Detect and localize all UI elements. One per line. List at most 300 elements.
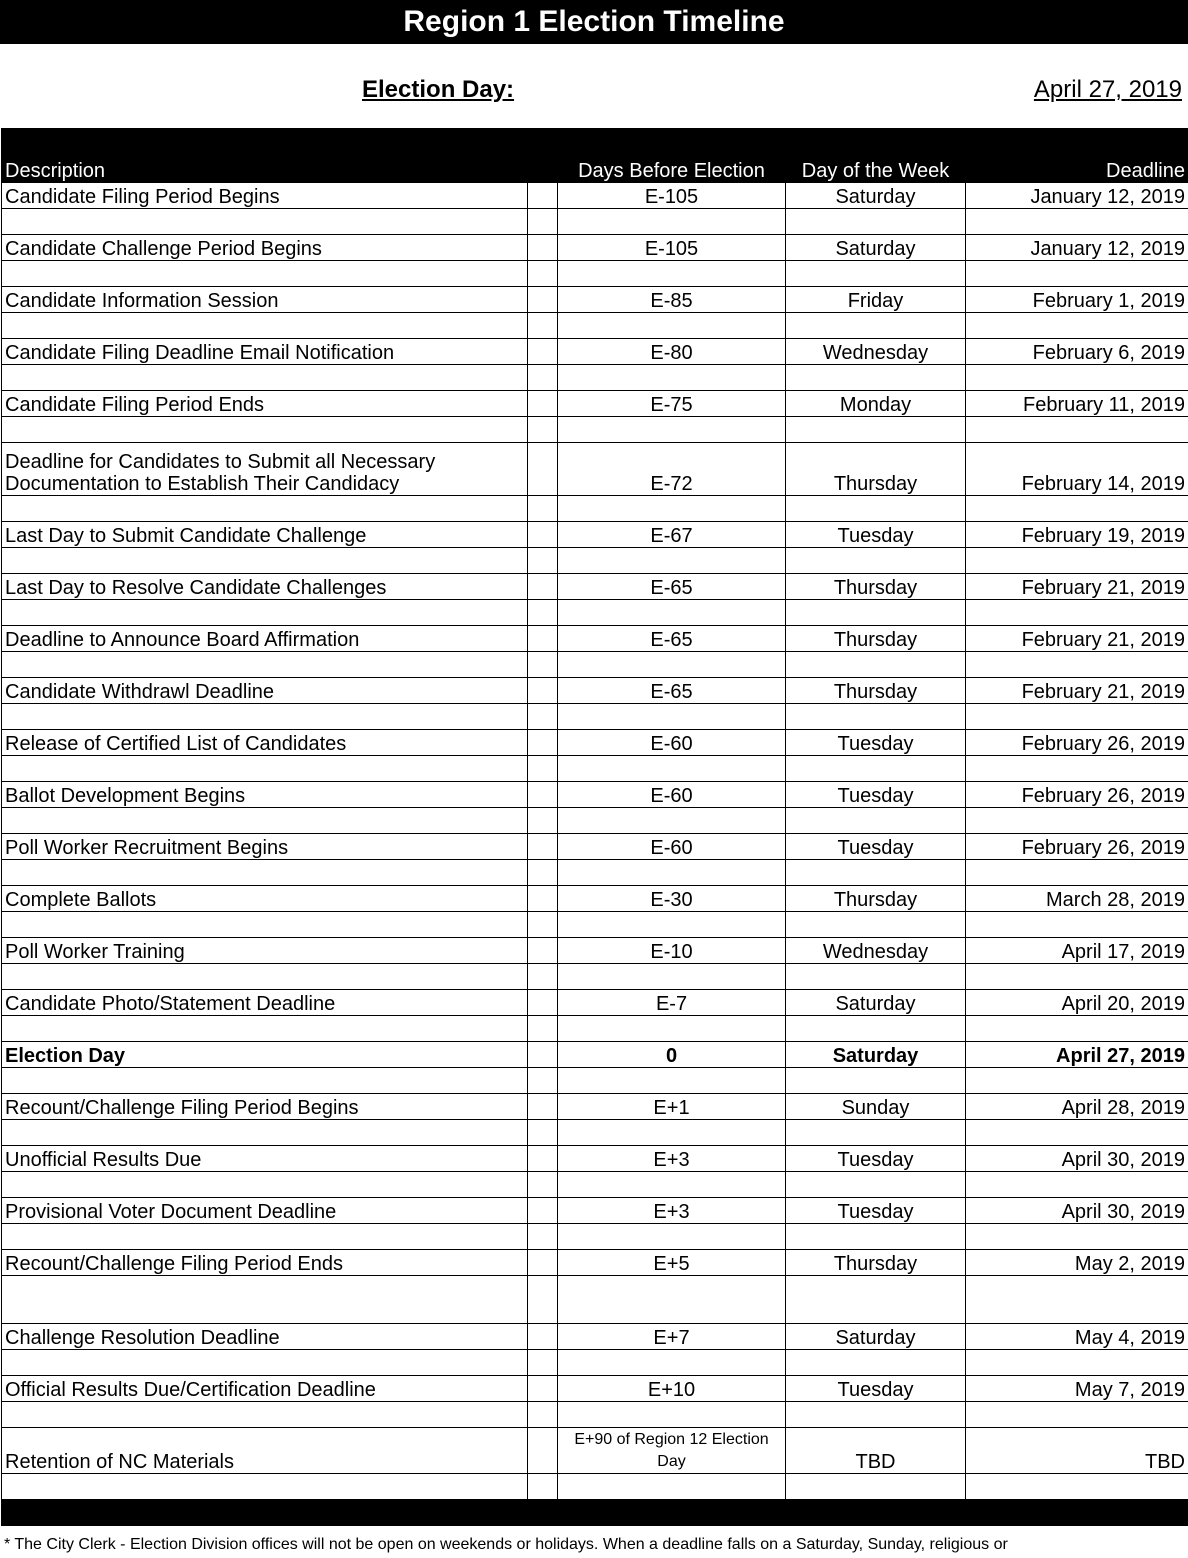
spacer-cell: [2, 860, 528, 886]
row-deadline: February 6, 2019: [966, 339, 1188, 365]
spacer-row: [2, 261, 1188, 287]
spacer-cell: [528, 1172, 558, 1198]
row-deadline: February 26, 2019: [966, 730, 1188, 756]
spacer-cell: [966, 600, 1188, 626]
row-gap: [528, 183, 558, 209]
row-gap: [528, 938, 558, 964]
spacer-cell: [528, 1402, 558, 1428]
table-row: [2, 730, 1188, 756]
spacer-cell: [966, 860, 1188, 886]
row-days-before: E-75: [558, 391, 786, 417]
spacer-cell: [558, 912, 786, 938]
spacer-cell: [558, 1224, 786, 1250]
row-days-before: E+1: [558, 1094, 786, 1120]
row-day-of-week: Thursday: [786, 574, 966, 600]
row-gap: [528, 391, 558, 417]
row-day-of-week: Monday: [786, 391, 966, 417]
spacer-cell: [528, 496, 558, 522]
spacer-cell: [2, 1276, 528, 1324]
row-gap: [528, 730, 558, 756]
spacer-cell: [528, 1474, 558, 1500]
row-gap: [528, 678, 558, 704]
spacer-cell: [966, 964, 1188, 990]
row-description: Retention of NC Materials: [2, 1428, 528, 1474]
spacer-cell: [528, 704, 558, 730]
spacer-cell: [528, 912, 558, 938]
table-row: [2, 1146, 1188, 1172]
row-day-of-week: Tuesday: [786, 730, 966, 756]
row-days-before: E-60: [558, 782, 786, 808]
spacer-cell: [2, 808, 528, 834]
spacer-cell: [966, 1474, 1188, 1500]
spacer-cell: [966, 548, 1188, 574]
table-row: [2, 235, 1188, 261]
row-day-of-week: Friday: [786, 287, 966, 313]
row-day-of-week: Saturday: [786, 1324, 966, 1350]
spacer-cell: [2, 912, 528, 938]
spacer-row: [2, 860, 1188, 886]
spacer-cell: [966, 313, 1188, 339]
row-day-of-week: Tuesday: [786, 782, 966, 808]
table-row: [2, 1250, 1188, 1276]
row-deadline: February 26, 2019: [966, 782, 1188, 808]
row-deadline: April 20, 2019: [966, 990, 1188, 1016]
page-title: Region 1 Election Timeline: [0, 0, 1188, 44]
spacer-cell: [2, 1016, 528, 1042]
spacer-cell: [786, 808, 966, 834]
table-row: [2, 1428, 1188, 1474]
spacer-cell: [558, 1068, 786, 1094]
row-day-of-week: Thursday: [786, 678, 966, 704]
row-day-of-week: Saturday: [786, 183, 966, 209]
row-description-line: Deadline for Candidates to Submit all Necessary: [5, 451, 436, 473]
spacer-row: [2, 417, 1188, 443]
spacer-cell: [786, 261, 966, 287]
row-gap: [528, 1376, 558, 1402]
spacer-cell: [528, 1016, 558, 1042]
spacer-cell: [2, 313, 528, 339]
row-gap: [528, 574, 558, 600]
spacer-row: [2, 548, 1188, 574]
row-days-before: E-65: [558, 678, 786, 704]
row-deadline: February 21, 2019: [966, 574, 1188, 600]
row-gap: [528, 1042, 558, 1068]
row-gap: [528, 990, 558, 1016]
row-deadline: April 28, 2019: [966, 1094, 1188, 1120]
spacer-cell: [558, 964, 786, 990]
row-gap: [528, 886, 558, 912]
row-deadline: May 4, 2019: [966, 1324, 1188, 1350]
election-timeline-table: [1, 128, 1188, 1526]
spacer-row: [2, 1402, 1188, 1428]
spacer-row: [2, 704, 1188, 730]
row-gap: [528, 443, 558, 496]
row-day-of-week: Tuesday: [786, 1198, 966, 1224]
row-description: [2, 443, 528, 496]
row-day-of-week: Thursday: [786, 443, 966, 496]
spacer-cell: [2, 652, 528, 678]
row-description-line: Documentation to Establish Their Candidacy: [5, 473, 400, 495]
header-deadline: Deadline: [966, 129, 1188, 183]
row-gap: [528, 522, 558, 548]
row-days-before: E+3: [558, 1146, 786, 1172]
spacer-cell: [558, 261, 786, 287]
spacer-cell: [528, 1276, 558, 1324]
row-days-before: E-30: [558, 886, 786, 912]
row-deadline: February 1, 2019: [966, 287, 1188, 313]
spacer-cell: [786, 1350, 966, 1376]
spacer-cell: [2, 1120, 528, 1146]
row-days-before: E-65: [558, 574, 786, 600]
row-days-before: E-7: [558, 990, 786, 1016]
spacer-row: [2, 1474, 1188, 1500]
row-deadline: May 2, 2019: [966, 1250, 1188, 1276]
row-gap: [528, 287, 558, 313]
row-gap: [528, 1094, 558, 1120]
table-row: [2, 886, 1188, 912]
row-days-before: E-67: [558, 522, 786, 548]
row-days-before: E+7: [558, 1324, 786, 1350]
row-day-of-week: Sunday: [786, 1094, 966, 1120]
row-description: Last Day to Submit Candidate Challenge: [2, 522, 528, 548]
spacer-row: [2, 808, 1188, 834]
spacer-cell: [558, 1474, 786, 1500]
table-row: [2, 834, 1188, 860]
row-gap: [528, 626, 558, 652]
spacer-cell: [786, 912, 966, 938]
row-description: Deadline to Announce Board Affirmation: [2, 626, 528, 652]
spacer-cell: [528, 756, 558, 782]
spacer-cell: [558, 808, 786, 834]
table-row: [2, 782, 1188, 808]
row-description: Candidate Withdrawl Deadline: [2, 678, 528, 704]
spacer-row: [2, 1172, 1188, 1198]
row-deadline: February 14, 2019: [966, 443, 1188, 496]
spacer-row: [2, 1350, 1188, 1376]
row-deadline: March 28, 2019: [966, 886, 1188, 912]
row-days-before: E-72: [558, 443, 786, 496]
spacer-cell: [528, 1068, 558, 1094]
spacer-cell: [2, 964, 528, 990]
row-deadline: January 12, 2019: [966, 183, 1188, 209]
spacer-cell: [966, 209, 1188, 235]
header-gap: [528, 129, 558, 183]
spacer-cell: [786, 1016, 966, 1042]
spacer-cell: [528, 964, 558, 990]
spacer-cell: [558, 417, 786, 443]
row-description: Recount/Challenge Filing Period Ends: [2, 1250, 528, 1276]
spacer-cell: [528, 1350, 558, 1376]
row-days-before: 0: [558, 1042, 786, 1068]
row-day-of-week: Tuesday: [786, 522, 966, 548]
spacer-cell: [786, 964, 966, 990]
spacer-cell: [786, 860, 966, 886]
row-day-of-week: Wednesday: [786, 339, 966, 365]
footer-bar-cell: [2, 1500, 528, 1526]
spacer-cell: [966, 1172, 1188, 1198]
table-row: [2, 287, 1188, 313]
row-days-before: E+5: [558, 1250, 786, 1276]
row-description: Official Results Due/Certification Deadline: [2, 1376, 528, 1402]
row-day-of-week: Thursday: [786, 886, 966, 912]
spacer-cell: [558, 652, 786, 678]
table-row: [2, 391, 1188, 417]
spacer-cell: [966, 365, 1188, 391]
row-day-of-week: Saturday: [786, 235, 966, 261]
spacer-cell: [2, 1172, 528, 1198]
spacer-cell: [786, 1474, 966, 1500]
spacer-cell: [2, 600, 528, 626]
spacer-cell: [786, 1224, 966, 1250]
row-gap: [528, 1324, 558, 1350]
row-description: Candidate Photo/Statement Deadline: [2, 990, 528, 1016]
row-description: Provisional Voter Document Deadline: [2, 1198, 528, 1224]
spacer-cell: [966, 261, 1188, 287]
spacer-row: [2, 313, 1188, 339]
spacer-cell: [966, 1276, 1188, 1324]
footer-bar-cell: [786, 1500, 966, 1526]
table-row: [2, 1094, 1188, 1120]
row-deadline: April 27, 2019: [966, 1042, 1188, 1068]
spacer-cell: [558, 1016, 786, 1042]
spacer-cell: [528, 313, 558, 339]
spacer-cell: [786, 1120, 966, 1146]
spacer-cell: [558, 1120, 786, 1146]
spacer-cell: [786, 548, 966, 574]
spacer-row: [2, 756, 1188, 782]
spacer-cell: [2, 417, 528, 443]
table-row: [2, 1324, 1188, 1350]
spacer-cell: [2, 756, 528, 782]
spacer-row: [2, 600, 1188, 626]
spacer-cell: [786, 756, 966, 782]
spacer-cell: [558, 756, 786, 782]
row-description: Candidate Filing Deadline Email Notification: [2, 339, 528, 365]
header-description: Description: [2, 129, 528, 183]
spacer-cell: [2, 1224, 528, 1250]
row-days-before: E-10: [558, 938, 786, 964]
spacer-cell: [966, 704, 1188, 730]
spacer-cell: [2, 1474, 528, 1500]
footnote: * The City Clerk - Election Division offices will not be open on weekends or holidays. When a deadline falls on a Saturday, Sunday, religious or: [4, 1536, 1008, 1553]
row-description: Poll Worker Training: [2, 938, 528, 964]
spacer-cell: [966, 1402, 1188, 1428]
spacer-cell: [558, 1402, 786, 1428]
spacer-cell: [528, 600, 558, 626]
table-row: [2, 1042, 1188, 1068]
spacer-row: [2, 496, 1188, 522]
row-deadline: April 30, 2019: [966, 1198, 1188, 1224]
spacer-cell: [786, 417, 966, 443]
spacer-row: [2, 1068, 1188, 1094]
spacer-row: [2, 652, 1188, 678]
footer-bar-cell: [528, 1500, 558, 1526]
spacer-cell: [558, 1276, 786, 1324]
spacer-cell: [2, 261, 528, 287]
election-day-value: April 27, 2019: [1033, 76, 1182, 103]
row-gap: [528, 1146, 558, 1172]
spacer-cell: [966, 652, 1188, 678]
spacer-cell: [2, 548, 528, 574]
spacer-row: [2, 1016, 1188, 1042]
row-description: Challenge Resolution Deadline: [2, 1324, 528, 1350]
header-days-before: Days Before Election: [558, 129, 786, 183]
row-description: Recount/Challenge Filing Period Begins: [2, 1094, 528, 1120]
row-deadline: TBD: [966, 1428, 1188, 1474]
spacer-cell: [528, 261, 558, 287]
row-gap: [528, 1428, 558, 1474]
spacer-cell: [558, 496, 786, 522]
row-day-of-week: TBD: [786, 1428, 966, 1474]
spacer-cell: [786, 365, 966, 391]
spacer-cell: [558, 1172, 786, 1198]
row-day-of-week: Thursday: [786, 626, 966, 652]
spacer-cell: [786, 209, 966, 235]
row-deadline: April 30, 2019: [966, 1146, 1188, 1172]
table-header-row: [2, 129, 1188, 183]
spacer-cell: [558, 313, 786, 339]
row-days-before: E-65: [558, 626, 786, 652]
spacer-cell: [2, 1068, 528, 1094]
spacer-cell: [558, 600, 786, 626]
spacer-row: [2, 1120, 1188, 1146]
spacer-cell: [558, 365, 786, 391]
table-row: [2, 990, 1188, 1016]
row-deadline: February 19, 2019: [966, 522, 1188, 548]
spacer-cell: [2, 704, 528, 730]
spacer-cell: [558, 704, 786, 730]
spacer-row: [2, 912, 1188, 938]
spacer-cell: [528, 209, 558, 235]
election-day-label: Election Day:: [362, 76, 515, 103]
row-gap: [528, 782, 558, 808]
spacer-cell: [966, 417, 1188, 443]
spacer-cell: [558, 209, 786, 235]
footer-bar-cell: [558, 1500, 786, 1526]
spacer-cell: [786, 1402, 966, 1428]
spacer-cell: [966, 1350, 1188, 1376]
spacer-cell: [786, 652, 966, 678]
spacer-cell: [528, 652, 558, 678]
row-deadline: April 17, 2019: [966, 938, 1188, 964]
row-deadline: February 21, 2019: [966, 678, 1188, 704]
row-description: Candidate Filing Period Ends: [2, 391, 528, 417]
table-row: [2, 626, 1188, 652]
spacer-cell: [2, 1402, 528, 1428]
row-gap: [528, 339, 558, 365]
row-description: Release of Certified List of Candidates: [2, 730, 528, 756]
row-days-before: E-80: [558, 339, 786, 365]
row-day-of-week: Tuesday: [786, 1146, 966, 1172]
spacer-row: [2, 1224, 1188, 1250]
spacer-cell: [528, 860, 558, 886]
row-days-before: E+90 of Region 12 Election Day: [558, 1428, 786, 1474]
row-days-before: E-60: [558, 834, 786, 860]
footer-bar-cell: [966, 1500, 1188, 1526]
header-day-of-week: Day of the Week: [786, 129, 966, 183]
spacer-cell: [786, 1276, 966, 1324]
row-days-before: E-105: [558, 183, 786, 209]
row-deadline: January 12, 2019: [966, 235, 1188, 261]
row-deadline: May 7, 2019: [966, 1376, 1188, 1402]
row-day-of-week: Tuesday: [786, 834, 966, 860]
spacer-cell: [966, 756, 1188, 782]
spacer-cell: [966, 1120, 1188, 1146]
spacer-cell: [2, 209, 528, 235]
row-gap: [528, 1198, 558, 1224]
table-row: [2, 1198, 1188, 1224]
spacer-cell: [528, 417, 558, 443]
spacer-cell: [786, 704, 966, 730]
table-row: [2, 678, 1188, 704]
spacer-cell: [528, 1120, 558, 1146]
row-day-of-week: Wednesday: [786, 938, 966, 964]
row-description: Election Day: [2, 1042, 528, 1068]
spacer-cell: [2, 1350, 528, 1376]
table-row: [2, 1376, 1188, 1402]
spacer-cell: [558, 548, 786, 574]
table-row: [2, 443, 1188, 496]
row-days-before: E+3: [558, 1198, 786, 1224]
spacer-cell: [966, 1068, 1188, 1094]
row-days-before: E+10: [558, 1376, 786, 1402]
spacer-cell: [966, 912, 1188, 938]
row-description: Last Day to Resolve Candidate Challenges: [2, 574, 528, 600]
row-day-of-week: Saturday: [786, 1042, 966, 1068]
spacer-cell: [2, 365, 528, 391]
spacer-cell: [966, 496, 1188, 522]
table-row: [2, 938, 1188, 964]
table-row: [2, 183, 1188, 209]
row-gap: [528, 834, 558, 860]
table-row: [2, 339, 1188, 365]
spacer-cell: [786, 496, 966, 522]
spacer-cell: [786, 1172, 966, 1198]
spacer-row: [2, 1276, 1188, 1324]
spacer-cell: [528, 365, 558, 391]
row-day-of-week: Thursday: [786, 1250, 966, 1276]
row-days-before: E-60: [558, 730, 786, 756]
row-description: Ballot Development Begins: [2, 782, 528, 808]
row-description: Candidate Information Session: [2, 287, 528, 313]
row-description: Candidate Challenge Period Begins: [2, 235, 528, 261]
row-deadline: February 26, 2019: [966, 834, 1188, 860]
row-days-before: E-85: [558, 287, 786, 313]
row-days-before: E-105: [558, 235, 786, 261]
table-row: [2, 522, 1188, 548]
row-description: Complete Ballots: [2, 886, 528, 912]
spacer-row: [2, 365, 1188, 391]
spacer-cell: [528, 808, 558, 834]
table-row: [2, 574, 1188, 600]
spacer-cell: [528, 548, 558, 574]
spacer-cell: [786, 600, 966, 626]
spacer-cell: [528, 1224, 558, 1250]
table-footer-bar: [2, 1500, 1188, 1526]
spacer-cell: [966, 808, 1188, 834]
row-description: Unofficial Results Due: [2, 1146, 528, 1172]
row-deadline: February 21, 2019: [966, 626, 1188, 652]
spacer-cell: [558, 860, 786, 886]
spacer-cell: [786, 1068, 966, 1094]
spacer-cell: [966, 1016, 1188, 1042]
row-deadline: February 11, 2019: [966, 391, 1188, 417]
row-gap: [528, 1250, 558, 1276]
row-day-of-week: Saturday: [786, 990, 966, 1016]
spacer-row: [2, 209, 1188, 235]
row-description: Candidate Filing Period Begins: [2, 183, 528, 209]
row-gap: [528, 235, 558, 261]
